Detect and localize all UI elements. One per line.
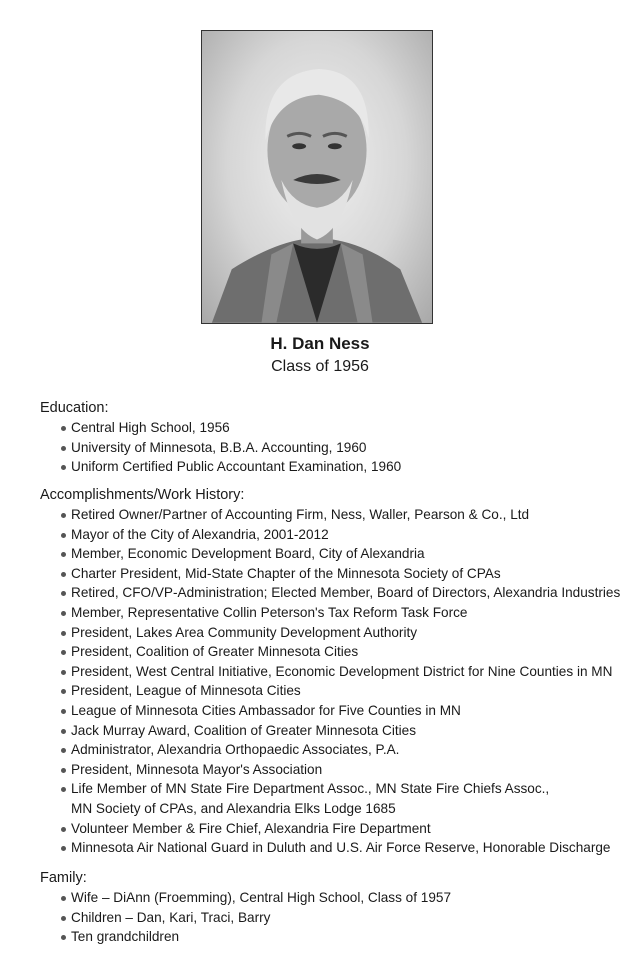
accomplishments-section	[40, 487, 630, 858]
list-item: League of Minnesota Cities Ambassador for Five Counties in MN	[61, 701, 630, 721]
list-item: Jack Murray Award, Coalition of Greater Minnesota Cities	[61, 721, 630, 741]
education-list	[40, 418, 630, 477]
list-item: President, League of Minnesota Cities	[61, 681, 630, 701]
list-item: Charter President, Mid-State Chapter of the Minnesota Society of CPAs	[61, 564, 630, 584]
class-year: Class of 1956	[271, 358, 369, 375]
list-item: President, Lakes Area Community Development Authority	[61, 623, 630, 643]
profile-name: H. Dan Ness	[270, 334, 370, 353]
family-list	[40, 888, 630, 947]
list-item-continuation: MN Society of CPAs, and Alexandria Elks Lodge 1685	[71, 800, 396, 816]
family-title: Family:	[40, 870, 87, 886]
list-item-text: Life Member of MN State Fire Department Assoc., MN State Fire Chiefs Assoc.,	[71, 781, 550, 797]
list-item: Member, Economic Development Board, City of Alexandria	[61, 544, 630, 564]
list-item: Retired, CFO/VP-Administration; Elected Member, Board of Directors, Alexandria Industries	[61, 583, 630, 603]
list-item	[61, 779, 630, 818]
family-section	[40, 870, 630, 947]
education-title: Education:	[40, 400, 109, 416]
list-item: Ten grandchildren	[61, 927, 630, 947]
list-item: Member, Representative Collin Peterson's Tax Reform Task Force	[61, 603, 630, 623]
list-item: President, Coalition of Greater Minnesota Cities	[61, 642, 630, 662]
list-item: Mayor of the City of Alexandria, 2001-2012	[61, 525, 630, 545]
accomplishments-title: Accomplishments/Work History:	[40, 487, 245, 503]
list-item: Minnesota Air National Guard in Duluth and U.S. Air Force Reserve, Honorable Discharge	[61, 838, 630, 858]
list-item: Children – Dan, Kari, Traci, Barry	[61, 908, 630, 928]
list-item: Uniform Certified Public Accountant Examination, 1960	[61, 457, 630, 477]
list-item: President, West Central Initiative, Economic Development District for Nine Counties in MN	[61, 662, 630, 682]
list-item: Wife – DiAnn (Froemming), Central High School, Class of 1957	[61, 888, 630, 908]
list-item: Retired Owner/Partner of Accounting Firm, Ness, Waller, Pearson & Co., Ltd	[61, 505, 630, 525]
list-item: Central High School, 1956	[61, 418, 630, 438]
list-item: President, Minnesota Mayor's Association	[61, 760, 630, 780]
accomplishments-list	[40, 505, 630, 858]
list-item: Administrator, Alexandria Orthopaedic Associates, P.A.	[61, 740, 630, 760]
education-section	[40, 400, 630, 477]
list-item: Volunteer Member & Fire Chief, Alexandria Fire Department	[61, 819, 630, 839]
list-item: University of Minnesota, B.B.A. Accounting, 1960	[61, 438, 630, 458]
portrait-photo	[201, 30, 433, 324]
